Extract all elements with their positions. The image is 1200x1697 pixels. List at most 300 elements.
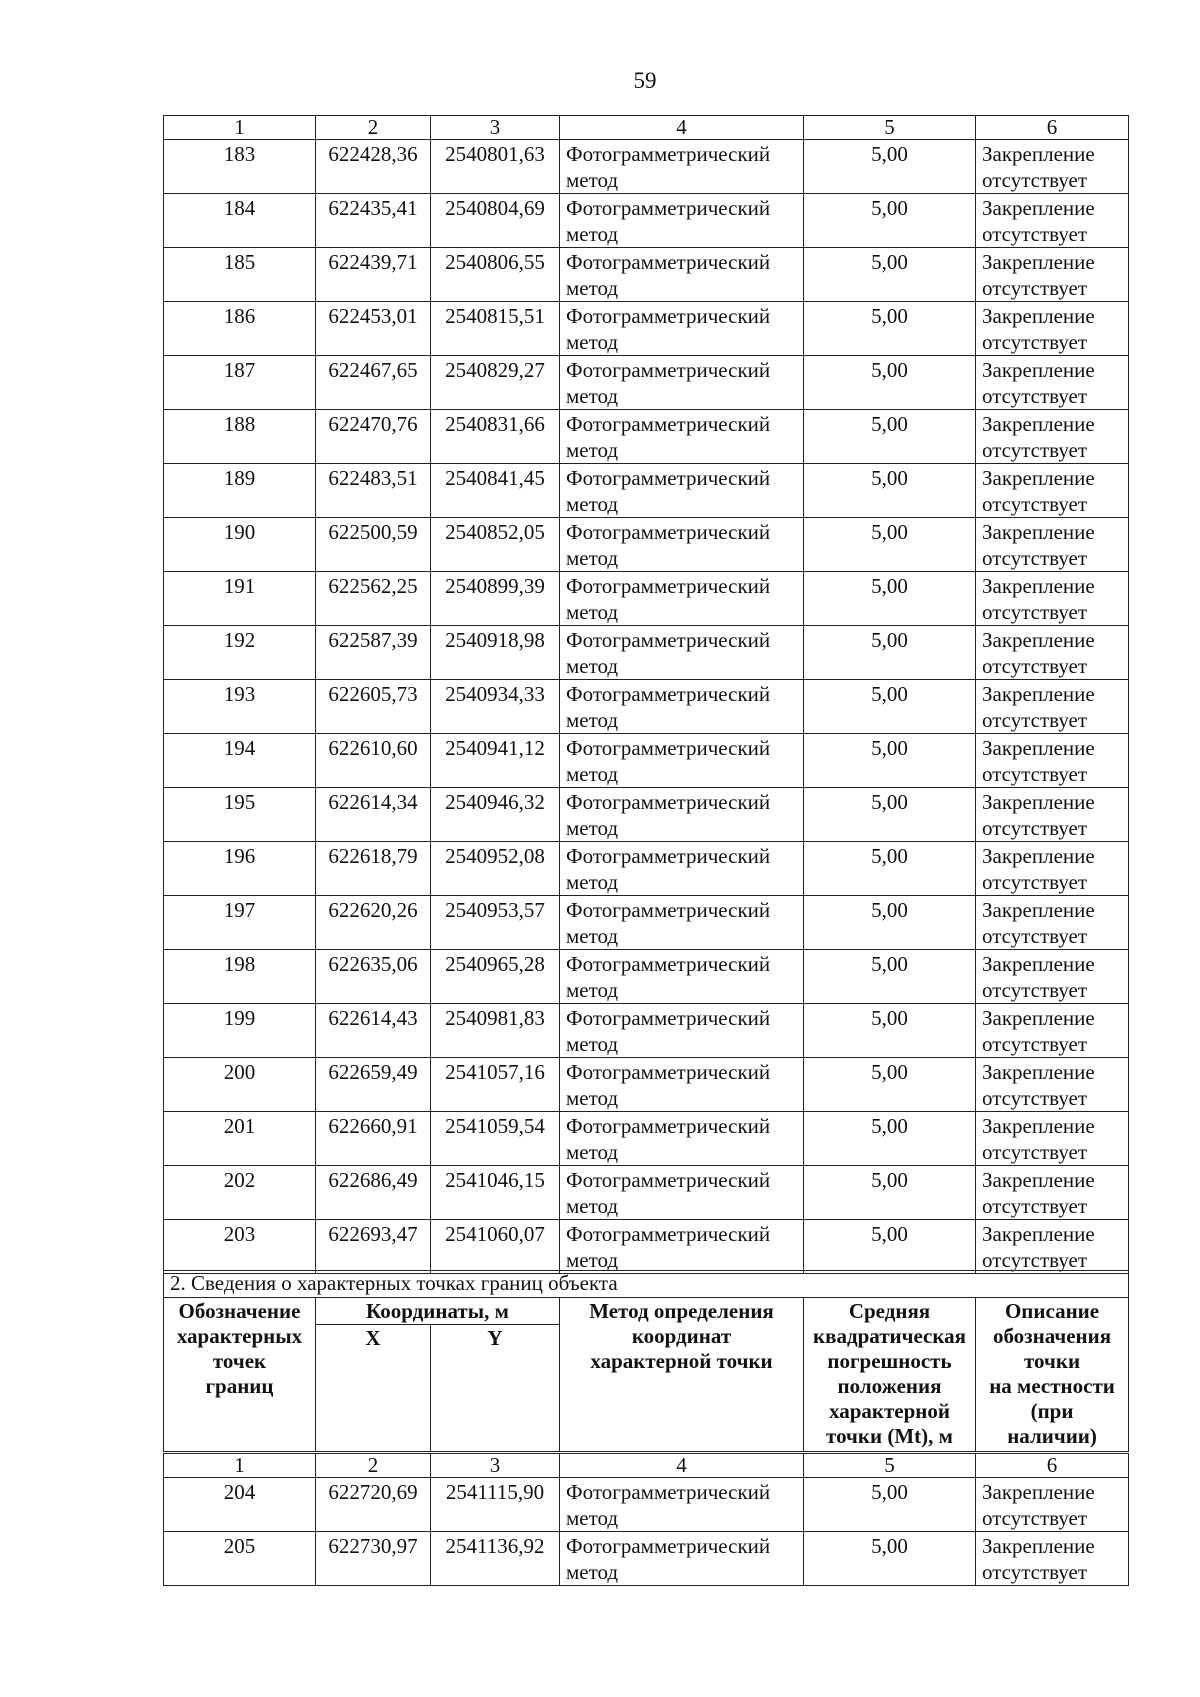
table-row: [164, 680, 1129, 734]
cell-text: отсутствует: [982, 816, 1088, 840]
method-cell: [560, 1004, 804, 1058]
x-coordinate-cell: [316, 788, 431, 842]
error-cell: [804, 626, 976, 680]
column-number: 5: [804, 1453, 976, 1478]
cell-text: метод: [566, 654, 619, 678]
cell-text: 2540831,66: [445, 412, 545, 436]
cell-text: Фотограмметрический: [566, 1006, 771, 1030]
cell-text: 5,00: [871, 1114, 908, 1138]
table-row: [164, 842, 1129, 896]
error-cell: [804, 302, 976, 356]
error-cell: [804, 194, 976, 248]
header-line: характерной точки: [590, 1349, 773, 1373]
header-designation: [164, 1298, 316, 1453]
error-cell: [804, 410, 976, 464]
method-cell: [560, 248, 804, 302]
header-line: квадратическая: [813, 1324, 966, 1348]
point-id-cell: [164, 302, 316, 356]
cell-text: метод: [566, 438, 619, 462]
cell-text: Закрепление: [982, 844, 1095, 868]
cell-text: 2540953,57: [445, 898, 545, 922]
header-line: (при: [1030, 1399, 1074, 1423]
error-cell: [804, 842, 976, 896]
method-cell: [560, 464, 804, 518]
x-coordinate-cell: [316, 680, 431, 734]
x-coordinate-cell: [316, 734, 431, 788]
description-cell: [976, 140, 1129, 194]
cell-text: 199: [223, 1006, 256, 1030]
point-id-cell: [164, 140, 316, 194]
cell-text: 186: [223, 304, 256, 328]
cell-text: 189: [223, 466, 256, 490]
cell-text: 5,00: [871, 466, 908, 490]
error-cell: [804, 518, 976, 572]
cell-text: метод: [566, 1560, 619, 1584]
point-id-cell: [164, 734, 316, 788]
y-coordinate-cell: [431, 1004, 560, 1058]
cell-text: 5,00: [871, 736, 908, 760]
cell-text: 2540952,08: [445, 844, 545, 868]
x-coordinate-cell: [316, 356, 431, 410]
cell-text: отсутствует: [982, 1194, 1088, 1218]
cell-text: 622635,06: [328, 952, 418, 976]
cell-text: метод: [566, 870, 619, 894]
description-cell: [976, 626, 1129, 680]
cell-text: 622467,65: [328, 358, 418, 382]
cell-text: Фотограмметрический: [566, 250, 771, 274]
description-cell: [976, 1166, 1129, 1220]
header-description: [976, 1298, 1129, 1453]
error-cell: [804, 356, 976, 410]
table-row: [164, 248, 1129, 302]
header-line: Обозначение: [178, 1299, 301, 1323]
table-row: [164, 464, 1129, 518]
y-coordinate-cell: [431, 680, 560, 734]
y-coordinate-cell: [431, 248, 560, 302]
cell-text: метод: [566, 168, 619, 192]
point-id-cell: [164, 842, 316, 896]
error-cell: [804, 1220, 976, 1274]
table-row: [164, 302, 1129, 356]
y-coordinate-cell: [431, 1112, 560, 1166]
cell-text: отсутствует: [982, 1506, 1088, 1530]
cell-text: отсутствует: [982, 708, 1088, 732]
cell-text: Закрепление: [982, 1534, 1095, 1558]
point-id-cell: [164, 680, 316, 734]
cell-text: 622720,69: [328, 1480, 418, 1504]
cell-text: Фотограмметрический: [566, 412, 771, 436]
cell-text: отсутствует: [982, 978, 1088, 1002]
cell-text: 622500,59: [328, 520, 418, 544]
header-line: характерных: [176, 1324, 303, 1348]
table-row: [164, 896, 1129, 950]
cell-text: 5,00: [871, 142, 908, 166]
cell-text: 2541057,16: [445, 1060, 545, 1084]
cell-text: 2540852,05: [445, 520, 545, 544]
cell-text: 5,00: [871, 1168, 908, 1192]
cell-text: отсутствует: [982, 1032, 1088, 1056]
point-id-cell: [164, 518, 316, 572]
cell-text: 622483,51: [328, 466, 418, 490]
method-cell: [560, 734, 804, 788]
error-cell: [804, 1166, 976, 1220]
cell-text: 190: [223, 520, 256, 544]
cell-text: 193: [223, 682, 256, 706]
description-cell: [976, 1004, 1129, 1058]
header-line: погрешность: [827, 1349, 952, 1373]
column-number-row: [164, 1453, 1129, 1478]
description-cell: [976, 356, 1129, 410]
cell-text: 204: [223, 1480, 256, 1504]
method-cell: [560, 1532, 804, 1586]
description-cell: [976, 1112, 1129, 1166]
method-cell: [560, 1058, 804, 1112]
cell-text: Закрепление: [982, 358, 1095, 382]
method-cell: [560, 410, 804, 464]
cell-text: метод: [566, 222, 619, 246]
column-number: 4: [560, 1453, 804, 1478]
table-row: [164, 1166, 1129, 1220]
point-id-cell: [164, 194, 316, 248]
method-cell: [560, 626, 804, 680]
table-row: [164, 410, 1129, 464]
cell-text: отсутствует: [982, 1248, 1088, 1272]
x-coordinate-cell: [316, 1478, 431, 1532]
header-row: [164, 1298, 1129, 1325]
y-coordinate-cell: [431, 518, 560, 572]
cell-text: отсутствует: [982, 276, 1088, 300]
cell-text: Фотограмметрический: [566, 952, 771, 976]
table-row: [164, 1112, 1129, 1166]
cell-text: 2540934,33: [445, 682, 545, 706]
header-line: характерной: [828, 1399, 951, 1423]
cell-text: 2540815,51: [445, 304, 545, 328]
x-coordinate-cell: [316, 626, 431, 680]
cell-text: Фотограмметрический: [566, 682, 771, 706]
cell-text: Закрепление: [982, 1060, 1095, 1084]
cell-text: Фотограмметрический: [566, 736, 771, 760]
cell-text: отсутствует: [982, 384, 1088, 408]
cell-text: Закрепление: [982, 1006, 1095, 1030]
cell-text: 5,00: [871, 898, 908, 922]
x-coordinate-cell: [316, 842, 431, 896]
cell-text: 622453,01: [328, 304, 418, 328]
cell-text: метод: [566, 1248, 619, 1272]
cell-text: 2541046,15: [445, 1168, 545, 1192]
cell-text: Закрепление: [982, 142, 1095, 166]
error-cell: [804, 1532, 976, 1586]
point-id-cell: [164, 356, 316, 410]
coordinates-table-continued: [163, 115, 1129, 1274]
cell-text: 195: [223, 790, 256, 814]
cell-text: Закрепление: [982, 682, 1095, 706]
description-cell: [976, 1478, 1129, 1532]
cell-text: 622620,26: [328, 898, 418, 922]
point-id-cell: [164, 1004, 316, 1058]
cell-text: 200: [223, 1060, 256, 1084]
cell-text: 5,00: [871, 1480, 908, 1504]
header-line: координат: [631, 1324, 732, 1348]
table-row: [164, 626, 1129, 680]
point-id-cell: [164, 1058, 316, 1112]
cell-text: 2540829,27: [445, 358, 545, 382]
point-id-cell: [164, 464, 316, 518]
cell-text: отсутствует: [982, 1140, 1088, 1164]
description-cell: [976, 518, 1129, 572]
cell-text: метод: [566, 276, 619, 300]
description-cell: [976, 194, 1129, 248]
point-id-cell: [164, 572, 316, 626]
table-row: [164, 518, 1129, 572]
cell-text: 2541136,92: [445, 1534, 545, 1558]
x-coordinate-cell: [316, 410, 431, 464]
method-cell: [560, 140, 804, 194]
table-row: [164, 140, 1129, 194]
cell-text: 5,00: [871, 844, 908, 868]
cell-text: Закрепление: [982, 1114, 1095, 1138]
header-coordinates: Координаты, м: [316, 1298, 560, 1325]
description-cell: [976, 842, 1129, 896]
x-coordinate-cell: [316, 248, 431, 302]
header-method: [560, 1298, 804, 1453]
y-coordinate-cell: [431, 302, 560, 356]
table-row: [164, 572, 1129, 626]
error-cell: [804, 248, 976, 302]
cell-text: 2541060,07: [445, 1222, 545, 1246]
description-cell: [976, 950, 1129, 1004]
table-row: [164, 734, 1129, 788]
cell-text: метод: [566, 546, 619, 570]
description-cell: [976, 896, 1129, 950]
y-coordinate-cell: [431, 626, 560, 680]
cell-text: Закрепление: [982, 1168, 1095, 1192]
cell-text: Закрепление: [982, 1222, 1095, 1246]
method-cell: [560, 572, 804, 626]
cell-text: Фотограмметрический: [566, 844, 771, 868]
error-cell: [804, 734, 976, 788]
cell-text: отсутствует: [982, 600, 1088, 624]
point-id-cell: [164, 896, 316, 950]
header-line: наличии): [1007, 1424, 1097, 1448]
x-coordinate-cell: [316, 1058, 431, 1112]
x-coordinate-cell: [316, 896, 431, 950]
cell-text: 188: [223, 412, 256, 436]
x-coordinate-cell: [316, 1112, 431, 1166]
error-cell: [804, 896, 976, 950]
y-coordinate-cell: [431, 572, 560, 626]
x-coordinate-cell: [316, 140, 431, 194]
y-coordinate-cell: [431, 1058, 560, 1112]
column-number: 6: [976, 116, 1129, 140]
point-id-cell: [164, 410, 316, 464]
y-coordinate-cell: [431, 1166, 560, 1220]
header-line: точки (Mt), м: [826, 1424, 953, 1448]
cell-text: 202: [223, 1168, 256, 1192]
method-cell: [560, 896, 804, 950]
cell-text: 194: [223, 736, 256, 760]
description-cell: [976, 410, 1129, 464]
description-cell: [976, 1058, 1129, 1112]
cell-text: Закрепление: [982, 520, 1095, 544]
y-coordinate-cell: [431, 950, 560, 1004]
cell-text: 184: [223, 196, 256, 220]
cell-text: 5,00: [871, 574, 908, 598]
y-coordinate-cell: [431, 194, 560, 248]
header-line: Описание: [1004, 1299, 1100, 1323]
column-number: 1: [164, 1453, 316, 1478]
method-cell: [560, 950, 804, 1004]
x-coordinate-cell: [316, 950, 431, 1004]
y-coordinate-cell: [431, 410, 560, 464]
error-cell: [804, 1004, 976, 1058]
column-number: 3: [431, 1453, 560, 1478]
x-coordinate-cell: [316, 194, 431, 248]
error-cell: [804, 140, 976, 194]
description-cell: [976, 1532, 1129, 1586]
point-id-cell: [164, 248, 316, 302]
cell-text: метод: [566, 1032, 619, 1056]
cell-text: 192: [223, 628, 256, 652]
column-number: 2: [316, 116, 431, 140]
cell-text: 622614,34: [328, 790, 418, 814]
cell-text: 5,00: [871, 358, 908, 382]
cell-text: 2540965,28: [445, 952, 545, 976]
cell-text: отсутствует: [982, 492, 1088, 516]
cell-text: Закрепление: [982, 1480, 1095, 1504]
cell-text: метод: [566, 330, 619, 354]
description-cell: [976, 788, 1129, 842]
section-title: 2. Сведения о характерных точках границ объекта: [164, 1271, 1129, 1298]
description-cell: [976, 464, 1129, 518]
cell-text: 2540841,45: [445, 466, 545, 490]
cell-text: 205: [223, 1534, 256, 1558]
error-cell: [804, 572, 976, 626]
table-row: [164, 788, 1129, 842]
cell-text: Закрепление: [982, 952, 1095, 976]
cell-text: 622605,73: [328, 682, 418, 706]
cell-text: метод: [566, 492, 619, 516]
description-cell: [976, 572, 1129, 626]
cell-text: 5,00: [871, 1222, 908, 1246]
cell-text: 2540918,98: [445, 628, 545, 652]
cell-text: Закрепление: [982, 250, 1095, 274]
method-cell: [560, 194, 804, 248]
method-cell: [560, 788, 804, 842]
table-row: [164, 1004, 1129, 1058]
point-id-cell: [164, 1166, 316, 1220]
cell-text: 622659,49: [328, 1060, 418, 1084]
cell-text: Закрепление: [982, 412, 1095, 436]
cell-text: метод: [566, 1140, 619, 1164]
cell-text: 5,00: [871, 1060, 908, 1084]
cell-text: 2540899,39: [445, 574, 545, 598]
table-row: [164, 356, 1129, 410]
cell-text: отсутствует: [982, 222, 1088, 246]
point-id-cell: [164, 1220, 316, 1274]
cell-text: Фотограмметрический: [566, 304, 771, 328]
cell-text: отсутствует: [982, 870, 1088, 894]
point-id-cell: [164, 1478, 316, 1532]
method-cell: [560, 356, 804, 410]
cell-text: Фотограмметрический: [566, 1534, 771, 1558]
error-cell: [804, 680, 976, 734]
y-coordinate-cell: [431, 464, 560, 518]
cell-text: 622614,43: [328, 1006, 418, 1030]
cell-text: 2540981,83: [445, 1006, 545, 1030]
table-row: [164, 1478, 1129, 1532]
header-line: границ: [205, 1374, 274, 1398]
point-id-cell: [164, 1112, 316, 1166]
cell-text: 622428,36: [328, 142, 418, 166]
cell-text: Закрепление: [982, 574, 1095, 598]
cell-text: 2540804,69: [445, 196, 545, 220]
cell-text: метод: [566, 816, 619, 840]
cell-text: Фотограмметрический: [566, 898, 771, 922]
description-cell: [976, 1220, 1129, 1274]
cell-text: Фотограмметрический: [566, 628, 771, 652]
column-number-row: [164, 116, 1129, 140]
header-line: точки: [1024, 1349, 1081, 1373]
header-line: точек: [212, 1349, 267, 1373]
cell-text: Фотограмметрический: [566, 142, 771, 166]
cell-text: 622730,97: [328, 1534, 418, 1558]
table-row: [164, 1220, 1129, 1274]
cell-text: Фотограмметрический: [566, 466, 771, 490]
error-cell: [804, 950, 976, 1004]
cell-text: отсутствует: [982, 762, 1088, 786]
y-coordinate-cell: [431, 1220, 560, 1274]
cell-text: 622618,79: [328, 844, 418, 868]
cell-text: отсутствует: [982, 924, 1088, 948]
y-coordinate-cell: [431, 734, 560, 788]
description-cell: [976, 248, 1129, 302]
description-cell: [976, 734, 1129, 788]
cell-text: 201: [223, 1114, 256, 1138]
cell-text: 5,00: [871, 628, 908, 652]
header-line: обозначения: [992, 1324, 1112, 1348]
y-coordinate-cell: [431, 356, 560, 410]
cell-text: метод: [566, 924, 619, 948]
cell-text: метод: [566, 762, 619, 786]
cell-text: 622470,76: [328, 412, 418, 436]
method-cell: [560, 1112, 804, 1166]
x-coordinate-cell: [316, 518, 431, 572]
cell-text: Фотограмметрический: [566, 1168, 771, 1192]
header-x: X: [316, 1325, 431, 1453]
description-cell: [976, 680, 1129, 734]
cell-text: 622686,49: [328, 1168, 418, 1192]
cell-text: Закрепление: [982, 304, 1095, 328]
header-line: положения: [837, 1374, 942, 1398]
section-title-row: [164, 1271, 1129, 1298]
cell-text: 191: [223, 574, 256, 598]
column-number: 2: [316, 1453, 431, 1478]
cell-text: отсутствует: [982, 330, 1088, 354]
cell-text: метод: [566, 600, 619, 624]
table-row: [164, 1532, 1129, 1586]
y-coordinate-cell: [431, 1478, 560, 1532]
cell-text: 203: [223, 1222, 256, 1246]
method-cell: [560, 302, 804, 356]
cell-text: метод: [566, 384, 619, 408]
y-coordinate-cell: [431, 140, 560, 194]
x-coordinate-cell: [316, 464, 431, 518]
cell-text: 2540946,32: [445, 790, 545, 814]
cell-text: 5,00: [871, 790, 908, 814]
y-coordinate-cell: [431, 1532, 560, 1586]
error-cell: [804, 1478, 976, 1532]
cell-text: 197: [223, 898, 256, 922]
